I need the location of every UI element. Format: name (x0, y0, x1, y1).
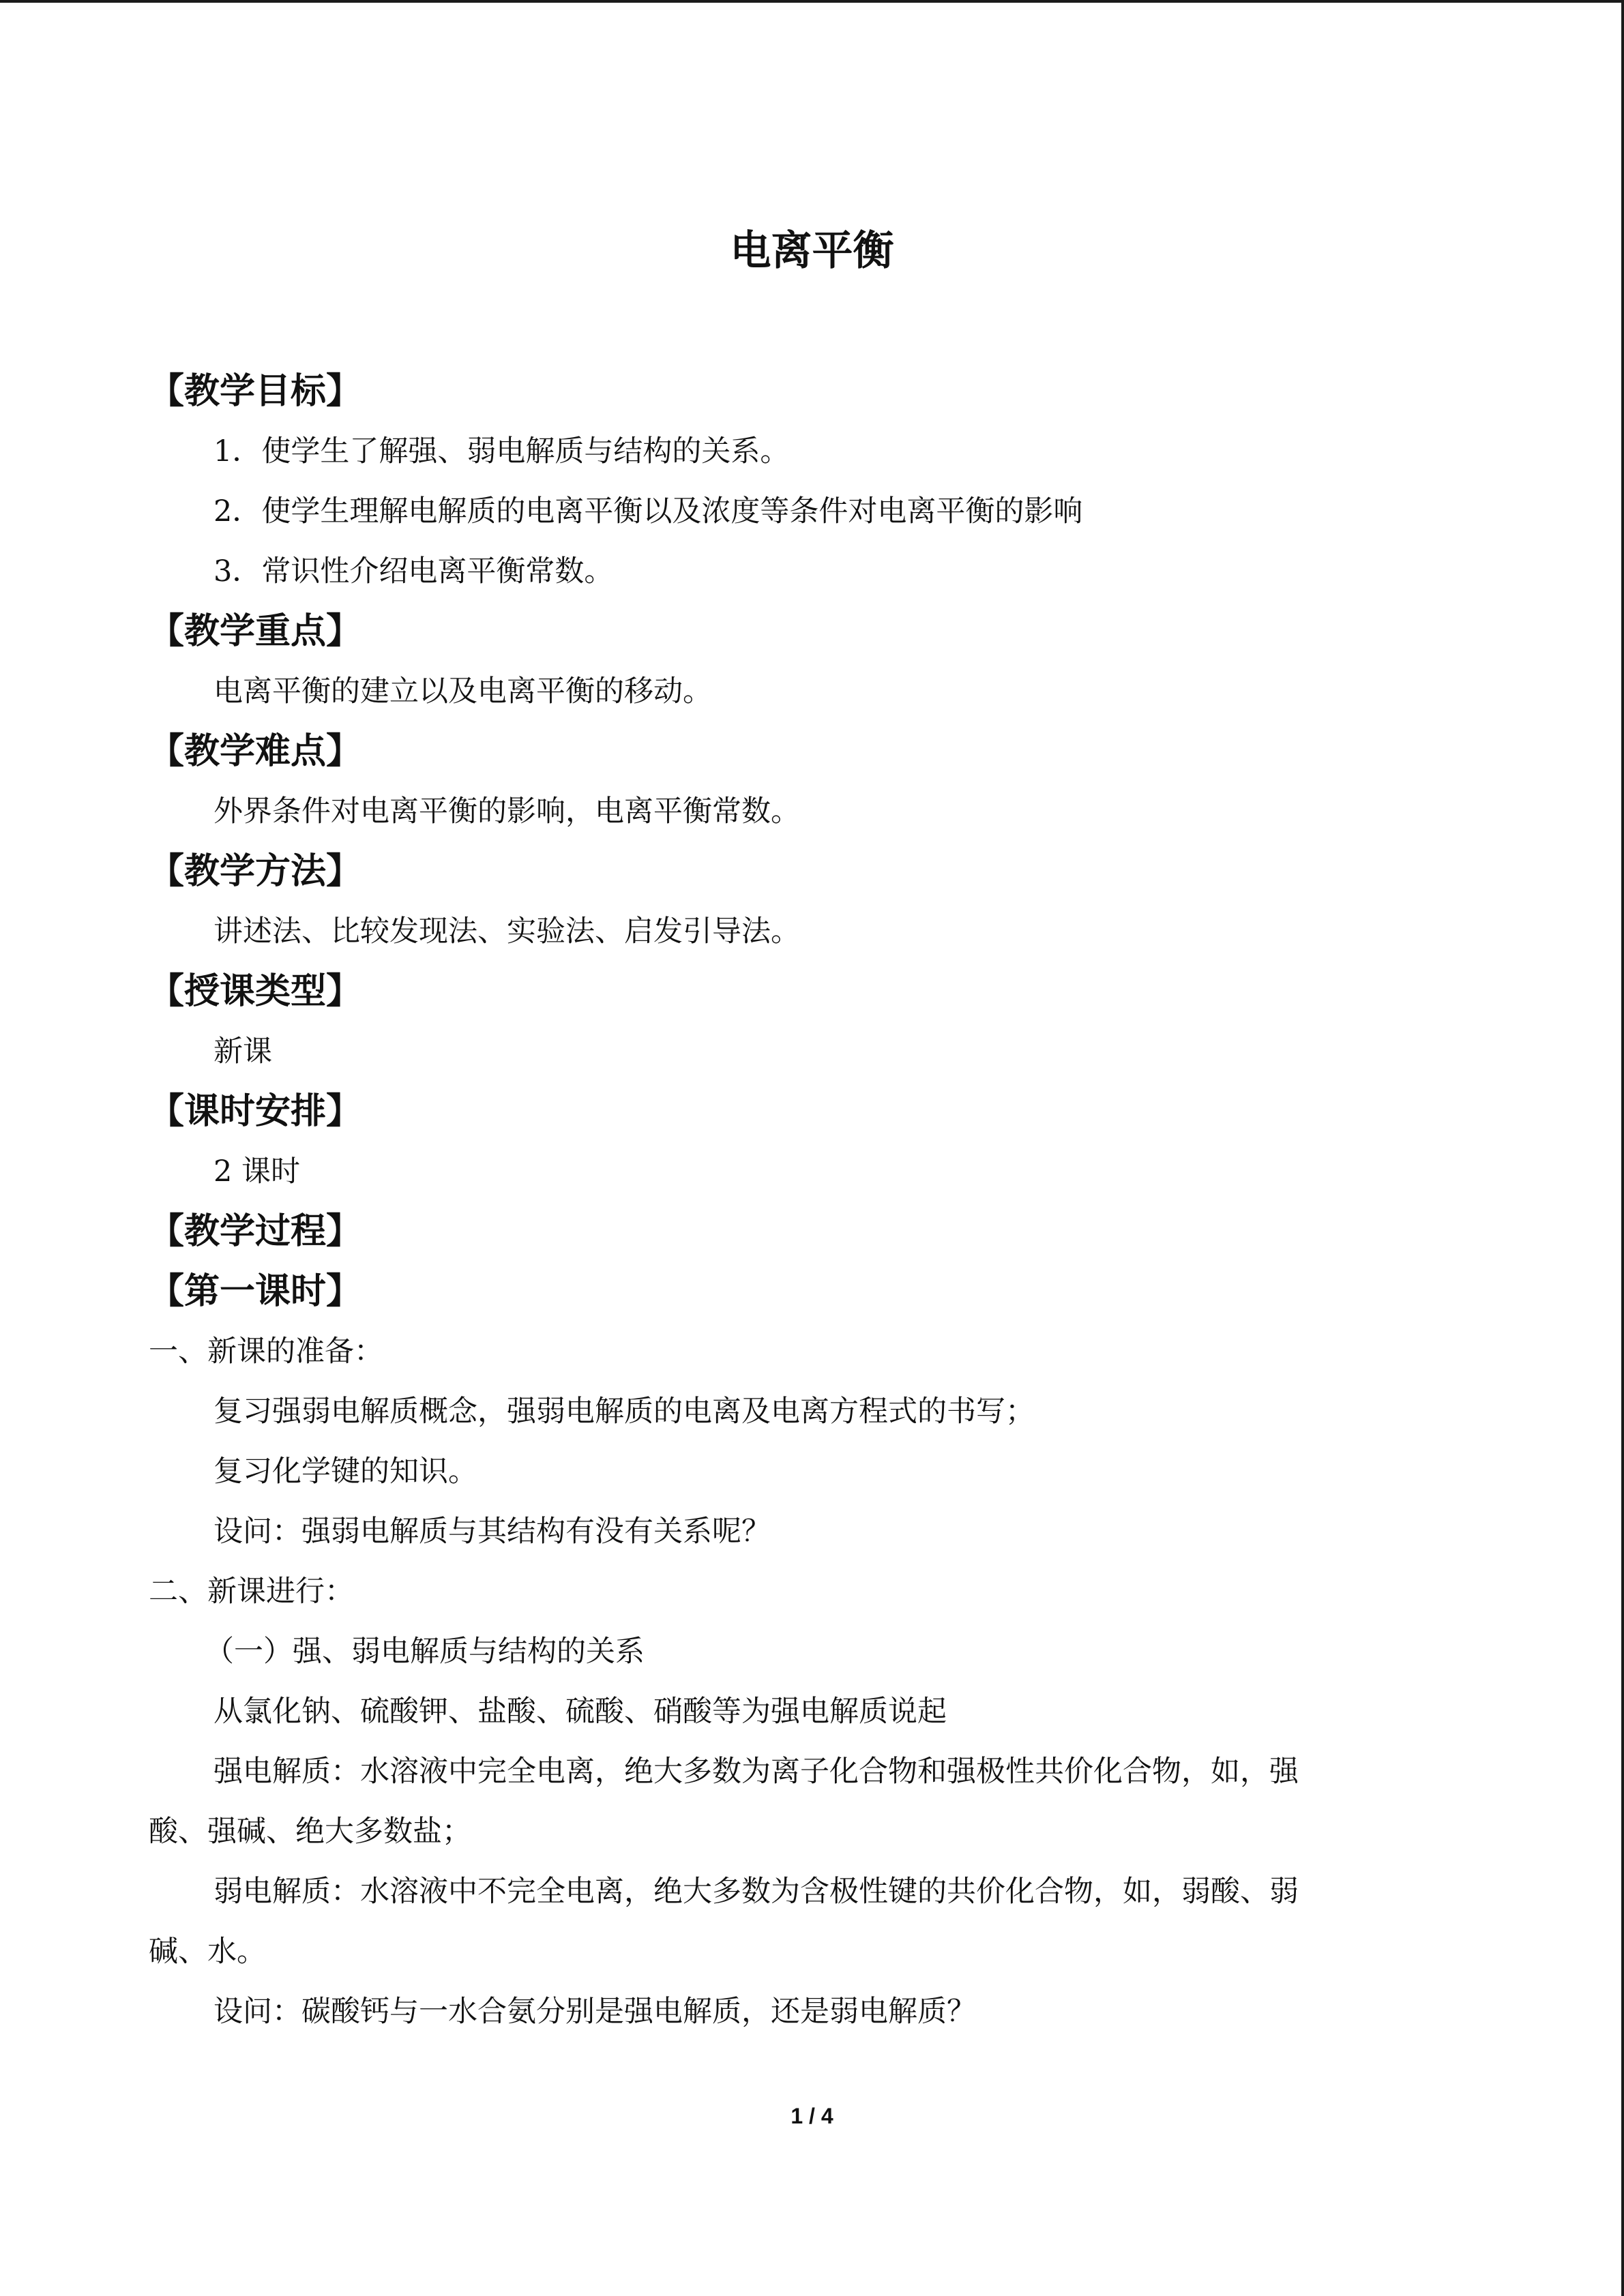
heading-difficulties: 【教学难点】 (149, 731, 362, 772)
body-paragraph: 复习化学键的知识。 (213, 1455, 477, 1489)
schedule-text: 2 课时 (213, 1154, 301, 1189)
document-content (149, 361, 1431, 2042)
page-right-border (1621, 0, 1624, 2296)
methods-text: 讲述法、比较发现法、实验法、启发引导法。 (213, 914, 800, 949)
difficulties-text: 外界条件对电离平衡的影响，电离平衡常数。 (213, 794, 800, 829)
body-paragraph: 设问：强弱电解质与其结构有没有关系呢？ (213, 1515, 771, 1549)
body-paragraph: 强电解质：水溶液中完全电离，绝大多数为离子化合物和强极性共价化合物，如，强 (213, 1755, 1299, 1789)
document-title: 电离平衡 (730, 227, 894, 275)
heading-first-lesson: 【第一课时】 (149, 1271, 362, 1312)
subsection-title: （一）强、弱电解质与结构的关系 (205, 1635, 645, 1669)
heading-process: 【教学过程】 (149, 1211, 362, 1252)
key-points-text: 电离平衡的建立以及电离平衡的移动。 (213, 674, 712, 709)
objective-item: 2．使学生理解电解质的电离平衡以及浓度等条件对电离平衡的影响 (213, 494, 1083, 528)
heading-schedule: 【课时安排】 (149, 1091, 362, 1132)
heading-methods: 【教学方法】 (149, 851, 362, 892)
body-paragraph-continued: 酸、强碱、绝大多数盐； (149, 1815, 471, 1849)
lesson-type-text: 新课 (213, 1034, 272, 1069)
body-paragraph: 从氯化钠、硫酸钾、盐酸、硫酸、硝酸等为强电解质说起 (213, 1695, 947, 1729)
heading-objectives: 【教学目标】 (149, 371, 362, 412)
part1-title: 一、新课的准备： (149, 1335, 383, 1369)
heading-key-points: 【教学重点】 (149, 611, 362, 652)
objective-item: 1．使学生了解强、弱电解质与结构的关系。 (213, 434, 790, 468)
page-number: 1 / 4 (791, 2104, 833, 2128)
heading-lesson-type: 【授课类型】 (149, 971, 362, 1012)
part2-title: 二、新课进行： (149, 1575, 354, 1609)
page-top-border (0, 0, 1624, 3)
body-paragraph: 弱电解质：水溶液中不完全电离，绝大多数为含极性键的共价化合物，如，弱酸、弱 (213, 1875, 1299, 1909)
objective-item: 3．常识性介绍电离平衡常数。 (213, 554, 614, 588)
body-paragraph: 复习强弱电解质概念，强弱电解质的电离及电离方程式的书写； (213, 1395, 1035, 1429)
body-paragraph: 设问：碳酸钙与一水合氨分别是强电解质，还是弱电解质？ (213, 1995, 976, 2029)
body-paragraph-continued: 碱、水。 (149, 1935, 266, 1969)
